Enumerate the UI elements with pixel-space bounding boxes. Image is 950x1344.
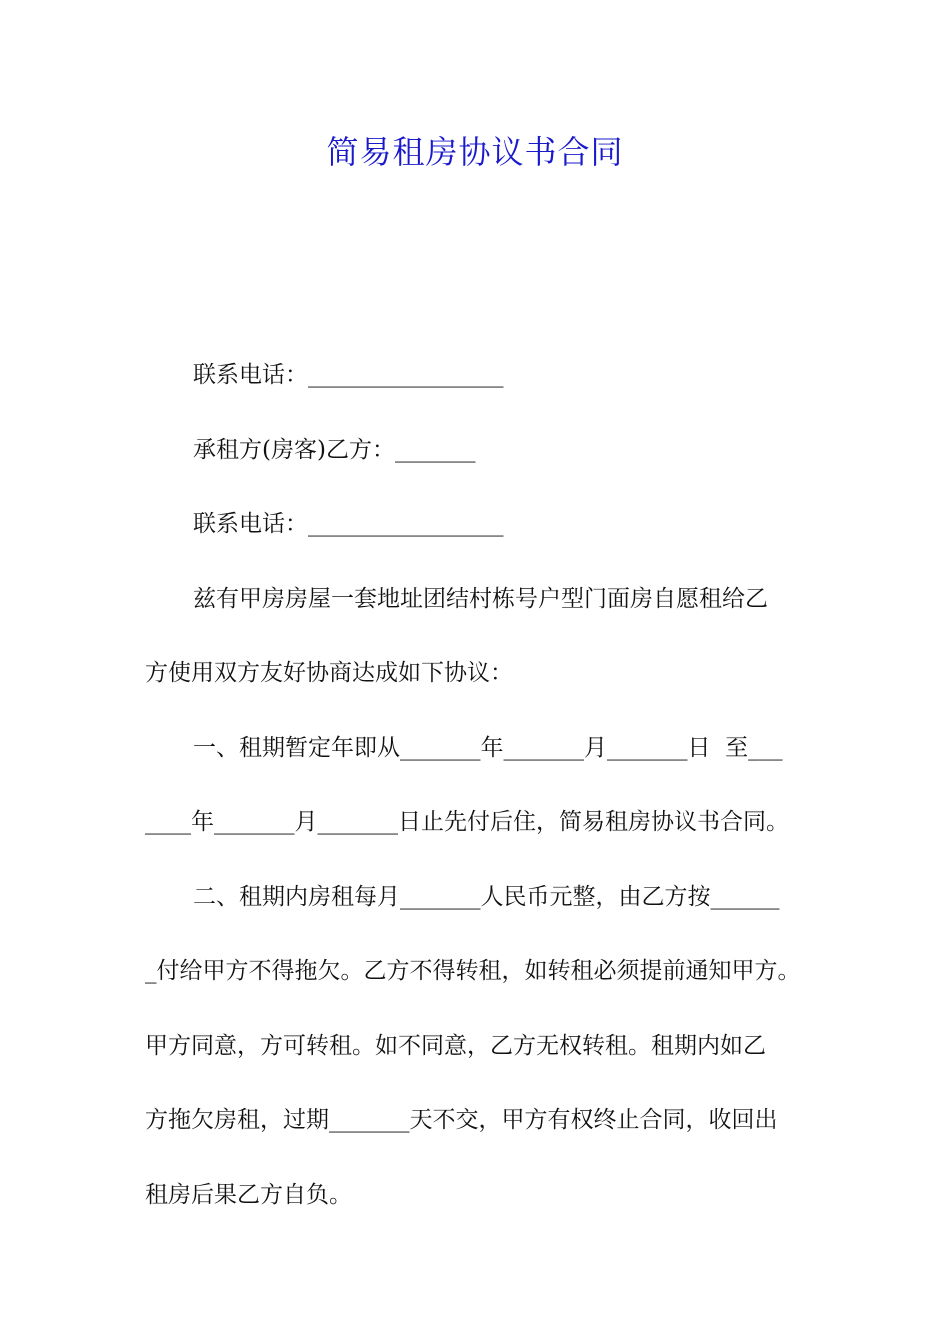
document-title: 简易租房协议书合同 bbox=[326, 133, 624, 171]
intro-paragraph-line-2: 方使用双方友好协商达成如下协议： bbox=[145, 660, 513, 686]
document-body bbox=[145, 338, 835, 1232]
clause-two-line-2: _付给甲方不得拖欠。乙方不得转租，如转租必须提前通知甲方。 bbox=[145, 958, 801, 984]
contact-phone-line-1: 联系电话：_________________ bbox=[193, 362, 504, 388]
contact-phone-line-2: 联系电话：_________________ bbox=[193, 511, 504, 537]
intro-paragraph-line-1: 兹有甲房房屋一套地址团结村栋号户型门面房自愿租给乙 bbox=[193, 585, 768, 612]
clause-two-line-3: 甲方同意，方可转租。如不同意，乙方无权转租。租期内如乙 bbox=[145, 1032, 766, 1059]
clause-two-line-5: 租房后果乙方自负。 bbox=[145, 1181, 352, 1208]
clause-one-line-2: ____年_______月_______日止先付后住，简易租房协议书合同。 bbox=[145, 809, 789, 835]
clause-one-line-1: 一、租期暂定年即从_______年_______月_______日 至___ bbox=[193, 734, 783, 761]
clause-two-line-1: 二、租期内房租每月_______人民币元整，由乙方按______ bbox=[193, 883, 780, 910]
clause-two-line-4: 方拖欠房租，过期_______天不交，甲方有权终止合同，收回出 bbox=[145, 1107, 778, 1133]
tenant-party-b-line: 承租方(房客)乙方：_______ bbox=[193, 436, 476, 463]
